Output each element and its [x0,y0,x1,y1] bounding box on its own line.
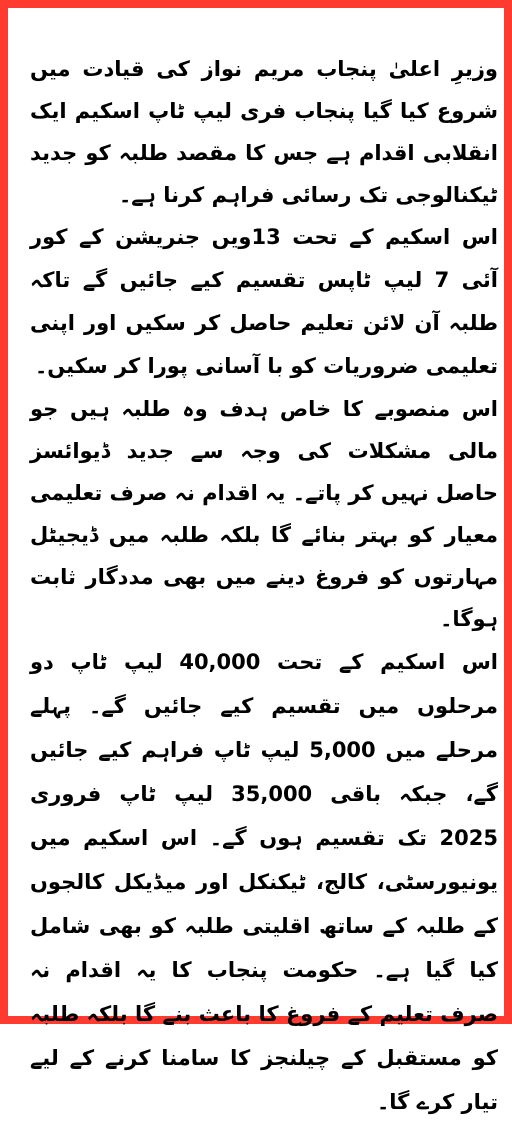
article-body [30,48,499,1114]
paragraph-scheme-details: اس اسکیم کے تحت 13ویں جنریشن کے کور آئی 7 لیپ ٹاپس تقسیم کیے جائیں گے تاکہ طلبہ آن لائن تعلیم حاصل کر سکیں اور اپنی تعلیمی ضروریات کو با آسانی پورا کر سکیں۔ [30,225,498,378]
paragraph-distribution-phases: اس اسکیم کے تحت 40,000 لیپ ٹاپ دو مرحلوں میں تقسیم کیے جائیں گے۔ پہلے مرحلے میں 5,000 لیپ ٹاپ فراہم کیے جائیں گے، جبکہ باقی 35,000 لیپ ٹاپ فروری 2025 تک تقسیم ہوں گے۔ اس اسکیم میں یونیورسٹی، کالج، ٹیکنکل اور میڈیکل کالجوں کے طلبہ کے ساتھ اقلیتی طلبہ کو بھی شامل کیا گیا ہے۔ حکومت پنجاب کا یہ اقدام نہ صرف تعلیم کے فروغ کا باعث بنے گا بلکہ طلبہ کو مستقبل کے چیلنجز کا سامنا کرنے کے لیے تیار کرے گا۔ [30,650,499,1114]
paragraph-target-students: اس منصوبے کا خاص ہدف وہ طلبہ ہیں جو مالی مشکلات کی وجہ سے جدید ڈیوائسز حاصل نہیں کر پاتے۔ یہ اقدام نہ صرف تعلیمی معیار کو بہتر بنائے گا بلکہ طلبہ میں ڈیجیٹل مہارتوں کو فروغ دینے میں بھی مددگار ثابت ہوگا۔ [30,397,498,631]
paragraph-intro: وزیرِ اعلیٰ پنجاب مریم نواز کی قیادت میں شروع کیا گیا پنجاب فری لیپ ٹاپ اسکیم ایک انقلابی اقدام ہے جس کا مقصد طلبہ کو جدید ٹیکنالوجی تک رسائی فراہم کرنا ہے۔ [30,57,498,207]
